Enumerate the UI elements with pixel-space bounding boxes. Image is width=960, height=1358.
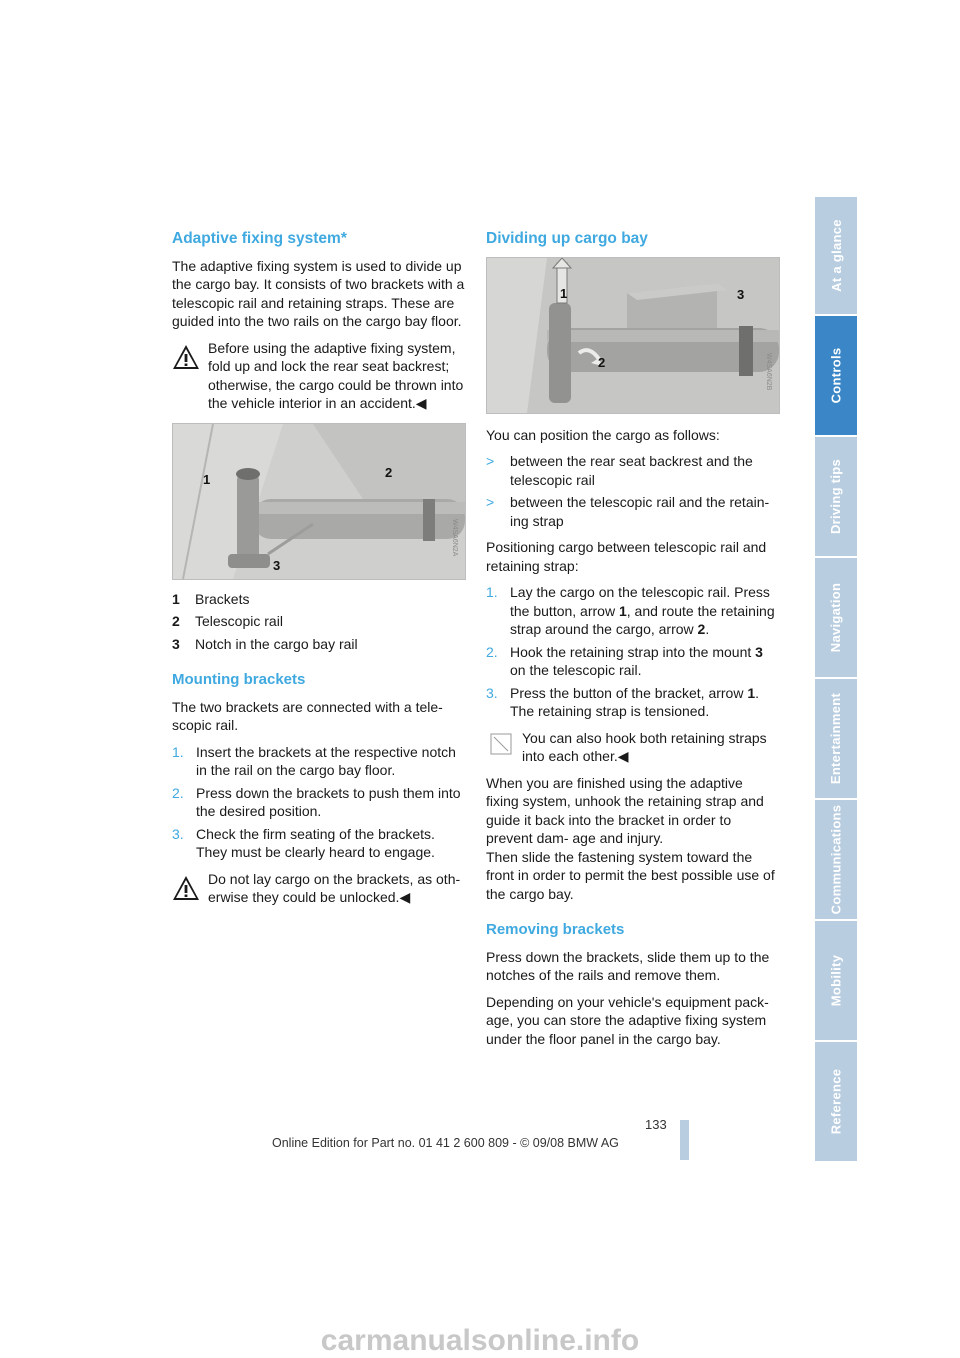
callout-1: 1 [203, 471, 211, 487]
bullet-item: > between the telescopic rail and the retain- ing strap [486, 494, 770, 529]
slide-paragraph: Then slide the fastening system toward the front in order to permit the best possible use of the cargo bay. [486, 848, 775, 902]
step-item: 1. Insert the brackets at the respective notch in the rail on the cargo bay floor. [172, 743, 456, 778]
right-column [486, 230, 778, 1056]
mounting-intro: The two brackets are connected with a tele- scopic rail. [172, 698, 443, 733]
mounting-steps [172, 743, 466, 862]
brackets-figure [172, 423, 466, 580]
warning-block [172, 339, 466, 413]
note-text: You can also hook both retaining straps into each other.◀ [522, 729, 767, 764]
tab-driving-tips[interactable]: Driving tips [815, 437, 857, 558]
tab-communications[interactable]: Communications [815, 800, 857, 921]
section-heading-removing: Removing brackets [486, 921, 625, 938]
callout-1: 1 [560, 285, 568, 301]
callout-3: 3 [273, 557, 281, 573]
page-number: 133 [645, 1117, 667, 1132]
cargo-bay-illustration [487, 258, 779, 413]
intro-paragraph: The adaptive fixing system is used to divide up the cargo bay. It consists of two brackets with a telescopic rail and retaining straps. These are guided into the two rails on the cargo bay floor. [172, 257, 465, 329]
removing-paragraph: Press down the brackets, slide them up to the notches of the rails and remove them. [486, 948, 770, 983]
warning-text: Before using the adaptive fixing system, fold up and lock the rear seat backrest; otherwise, the cargo could be thrown into the vehicle interior in an accident.◀ [208, 339, 464, 411]
step-item: 3. Press the button of the bracket, arrow 1. The retaining strap is tensioned. [486, 684, 760, 719]
figure-code: W4SA6N2B [765, 352, 772, 390]
chapter-sidebar [815, 197, 857, 1163]
section-heading-dividing: Dividing up cargo bay [486, 230, 648, 247]
cargo-bay-figure [486, 257, 780, 414]
legend-list [172, 590, 466, 654]
section-heading-mounting: Mounting brackets [172, 671, 306, 688]
legend-item: 2 Telescopic rail [172, 613, 283, 629]
storage-paragraph: Depending on your vehicle's equipment pack- age, you can store the adaptive fixing system under the floor panel in the cargo bay. [486, 993, 769, 1047]
left-column [172, 230, 466, 916]
section-heading-adaptive-fixing: Adaptive fixing system* [172, 230, 347, 247]
tab-reference[interactable]: Reference [815, 1042, 857, 1163]
positioning-intro: Positioning cargo between telescopic rail and retaining strap: [486, 539, 767, 574]
step-item: 1. Lay the cargo on the telescopic rail. Press the button, arrow 1, and route the retaining strap around the cargo, arrow 2. [486, 584, 775, 637]
brackets-illustration [173, 424, 465, 579]
step-item: 3. Check the firm seating of the brackets. They must be clearly heard to engage. [172, 825, 435, 860]
note-block [486, 729, 778, 766]
callout-2: 2 [385, 464, 393, 480]
positioning-steps [486, 583, 778, 721]
warning-text-2: Do not lay cargo on the brackets, as oth- erwise they could be unlocked.◀ [208, 870, 461, 905]
step-item: 2. Hook the retaining strap into the mount 3 on the telescopic rail. [486, 643, 763, 678]
legend-item: 1 Brackets [172, 590, 250, 607]
finished-paragraph: When you are finished using the adaptive fixing system, unhook the retaining strap and guide it back into the bracket in order to prevent dam- age and injury. [486, 774, 764, 846]
warning-triangle-icon [172, 875, 200, 901]
note-icon [490, 733, 512, 755]
callout-2: 2 [598, 354, 606, 370]
step-item: 2. Press down the brackets to push them into the desired position. [172, 784, 461, 819]
bullet-item: > between the rear seat backrest and the telescopic rail [486, 453, 753, 488]
callout-3: 3 [737, 286, 745, 302]
warning-block-2 [172, 870, 466, 908]
figure-code: W4SA6N2A [451, 518, 458, 556]
watermark: carmanualsonline.info [320, 1323, 640, 1357]
position-intro: You can position the cargo as follows: [486, 426, 720, 443]
tab-controls[interactable]: Controls [815, 316, 857, 437]
position-bullets [486, 452, 778, 530]
legend-item: 3 Notch in the cargo bay rail [172, 635, 358, 652]
tab-mobility[interactable]: Mobility [815, 921, 857, 1042]
edition-footer: Online Edition for Part no. 01 41 2 600 809 - © 09/08 BMW AG [272, 1136, 619, 1150]
warning-triangle-icon [172, 344, 200, 370]
tab-navigation[interactable]: Navigation [815, 558, 857, 679]
tab-entertainment[interactable]: Entertainment [815, 679, 857, 800]
tab-at-a-glance[interactable]: At a glance [815, 197, 857, 316]
page-marker [680, 1120, 689, 1160]
